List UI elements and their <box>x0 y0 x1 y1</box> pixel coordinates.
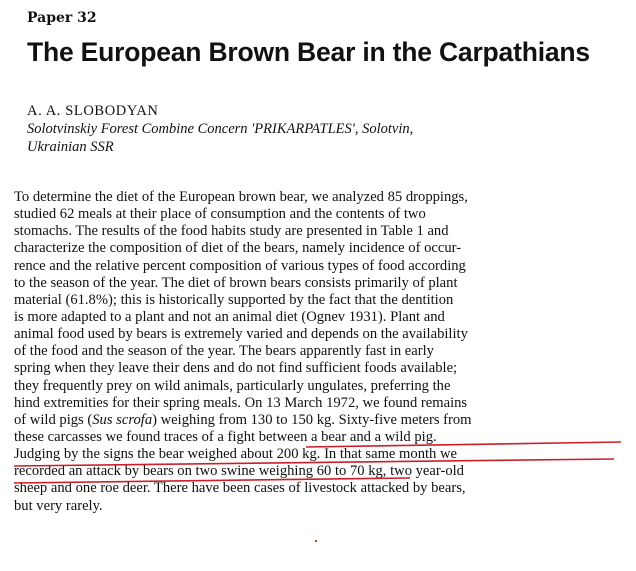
body-text-fragment: of wild pigs ( <box>14 411 93 428</box>
body-line: characterize the composition of diet of the bears, namely incidence of occur- <box>14 240 462 257</box>
author-name: A. A. SLOBODYAN <box>27 103 159 119</box>
species-name: Sus scrofa <box>92 411 153 428</box>
paper-number: Paper 32 <box>27 10 97 26</box>
body-line: stomachs. The results of the food habits study are presented in Table 1 and <box>14 223 449 240</box>
affiliation-line-2: Ukrainian SSR <box>27 139 114 155</box>
body-line: sheep and one roe deer. There have been cases of livestock attacked by bears, <box>14 480 466 497</box>
body-line: rence and the relative percent composition of various types of food according <box>14 257 466 274</box>
body-line: spring when they leave their dens and do not find sufficient foods available; <box>14 360 458 377</box>
body-text-fragment: ) weighing from 130 to 150 kg. Sixty-five meters from <box>152 411 472 428</box>
body-line: hind extremities for their spring meals. On 13 March 1972, we found remains <box>14 394 468 411</box>
abstract-body <box>14 189 628 515</box>
paper-title: The European Brown Bear in the Carpathians <box>27 37 590 67</box>
body-line: material (61.8%); this is historically supported by the fact that the dentition <box>14 291 454 308</box>
body-line: studied 62 meals at their place of consumption and the contents of two <box>14 206 426 223</box>
body-line: they frequently prey on wild animals, particularly ungulates, preferring the <box>14 377 451 394</box>
body-line <box>14 446 628 463</box>
affiliation-line-1: Solotvinskiy Forest Combine Concern 'PRIKARPATLES', Solotvin, <box>27 121 414 137</box>
body-line: to the season of the year. The diet of brown bears consists primarily of plant <box>14 274 458 291</box>
body-text-fragment: In that same month we <box>320 446 458 463</box>
body-text-fragment: Judging by the signs the bear weighed about 200 kg. <box>14 446 321 463</box>
stray-mark <box>315 540 317 542</box>
body-line: but very rarely. <box>14 497 103 514</box>
body-line <box>14 412 628 429</box>
body-line: animal food used by bears is extremely varied and depends on the availability <box>14 326 468 343</box>
body-line: recorded an attack by bears on two swine weighing 60 to 70 kg, two year-old <box>14 463 464 480</box>
body-line: To determine the diet of the European brown bear, we analyzed 85 droppings, <box>14 189 468 205</box>
body-line: is more adapted to a plant and not an animal diet (Ognev 1931). Plant and <box>14 308 445 325</box>
body-line: these carcasses we found traces of a fight between a bear and a wild pig. <box>14 428 437 445</box>
body-line: of the food and the season of the year. The bears apparently fast in early <box>14 343 434 360</box>
